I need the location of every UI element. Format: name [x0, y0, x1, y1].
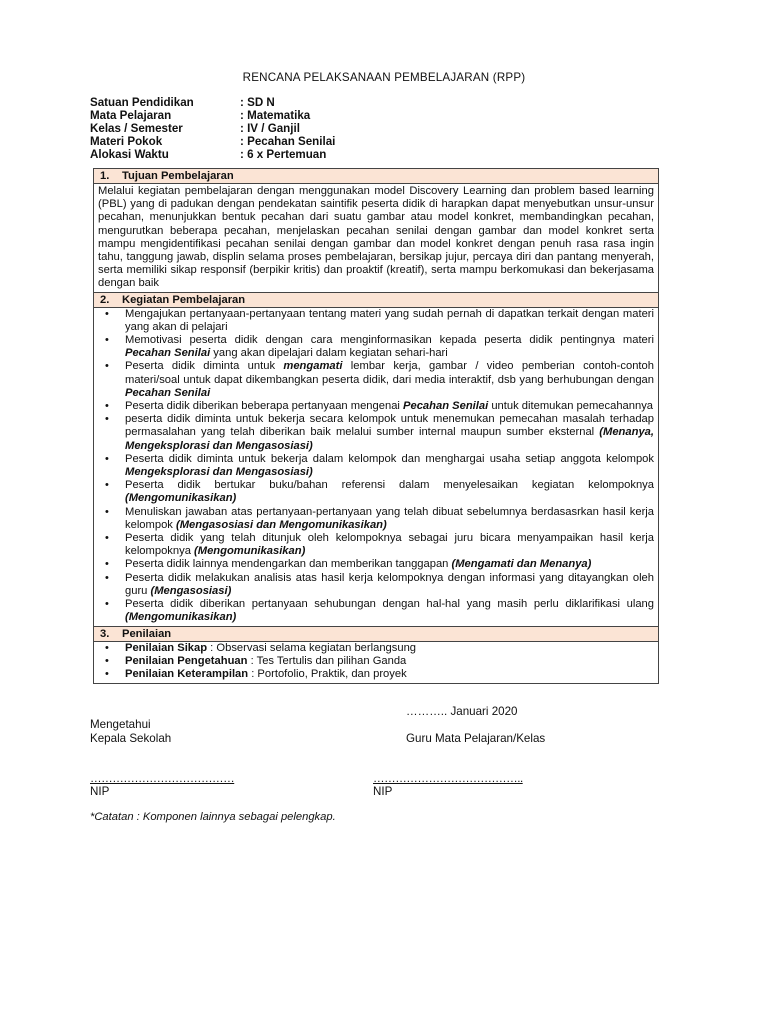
- info-label: Alokasi Waktu: [90, 148, 169, 161]
- list-item: [94, 532, 658, 558]
- list-item: [94, 572, 658, 598]
- bullet-icon: •: [105, 307, 109, 320]
- penilaian-label: Penilaian Pengetahuan: [125, 654, 248, 667]
- penilaian-text: : Observasi selama kegiatan berlangsung: [207, 641, 417, 654]
- section-number: 3.: [100, 627, 110, 640]
- info-value: : Matematika: [240, 109, 311, 122]
- info-row-satuan: [90, 96, 335, 109]
- bullet-icon: •: [105, 479, 109, 492]
- info-row-alokasi: [90, 148, 335, 161]
- catatan-note: *Catatan : Komponen lainnya sebagai pelengkap.: [90, 811, 336, 823]
- section-number: 1.: [100, 170, 110, 182]
- info-row-materi: [90, 135, 335, 148]
- mengetahui-label: Mengetahui: [90, 718, 151, 731]
- list-item: [94, 413, 658, 453]
- list-item: [94, 360, 658, 400]
- bullet-icon: •: [105, 400, 109, 413]
- item-emphasis: (Mengasosiasi): [150, 584, 232, 597]
- item-text: yang akan dipelajari dalam kegiatan sehari-hari: [210, 347, 448, 360]
- info-row-kelas: [90, 122, 335, 135]
- list-item: [94, 655, 658, 668]
- item-text: Peserta didik diberikan pertanyaan sehubungan dengan hal-hal yang masih perlu diklarifikasi ulang: [125, 598, 654, 611]
- nip-left: NIP: [90, 785, 110, 798]
- kepala-sekolah-label: Kepala Sekolah: [90, 732, 172, 745]
- item-text: Menuliskan jawaban atas pertanyaan-pertanyaan yang telah dibuat sebelumnya berdasasrkan hasil kerja kelompok: [125, 505, 654, 531]
- info-value: : 6 x Pertemuan: [240, 148, 327, 161]
- list-item: [94, 334, 658, 360]
- info-row-mapel: [90, 109, 335, 122]
- item-text: Peserta didik melakukan analisis atas hasil kerja kelompoknya dengan informasi yang ditayangkan oleh guru: [125, 571, 654, 597]
- info-label: Materi Pokok: [90, 135, 163, 148]
- item-emphasis: Pecahan Senilai: [125, 386, 211, 399]
- item-text: Peserta didik yang telah ditunjuk oleh kelompoknya sebagai juru bicara menyampaikan hasil kerja kelompoknya: [125, 532, 654, 558]
- item-text: Memotivasi peserta didik dengan cara menginformasikan kepada peserta didik pentingnya materi: [125, 334, 654, 347]
- tujuan-text: Melalui kegiatan pembelajaran dengan menggunakan model Discovery Learning dan problem based learning (PBL) yang di padukan dengan pendekatan saintifik peserta didik di harapkan dapat menyebutkan unsur-unsur pecahan, menunjukkan bentuk pecahan dari suatu gambar atau model konkret, membandingkan pecahan, mengurutkan beberapa pecahan, menjelaskan pecahan senilai dengan gambar dan model konkret serta mampu mengidentifikasi pecahan senilai dengan gambar dan model konkret dengan penuh rasa rasa ingin tahu, tanggung jawab, displin selama proses pembelajaran, bersikap jujur, percaya diri dan pantang menyerah, serta memiliki sikap responsif (berpikir kritis) dan proaktif (kreatif), serta mampu berkomukasi dan bekerjasama dengan baik: [94, 184, 658, 293]
- section-header-kegiatan: [94, 293, 658, 308]
- info-value: : SD N: [240, 96, 275, 109]
- bullet-icon: •: [105, 667, 109, 680]
- section-title: Kegiatan Pembelajaran: [122, 293, 246, 306]
- info-value: : Pecahan Senilai: [240, 135, 336, 148]
- bullet-icon: •: [105, 558, 109, 571]
- section-number: 2.: [100, 293, 110, 306]
- item-text: peserta didik diminta untuk bekerja secara kelompok untuk menemukan pemecahan masalah terhadap permasalahan yang telah diberikan baik melalui sumber internal maupun sumber eksternal: [125, 413, 654, 439]
- item-emphasis: Pecahan Senilai: [125, 347, 211, 360]
- item-text: Peserta didik lainnya mendengarkan dan memberikan tanggapan: [125, 558, 452, 571]
- item-emphasis: (Mengasosiasi dan Mengomunikasikan): [176, 518, 387, 531]
- list-item: [94, 558, 658, 571]
- bullet-icon: •: [105, 641, 109, 654]
- section-title: Penilaian: [122, 627, 172, 640]
- list-item: [94, 400, 658, 413]
- section-header-tujuan: [94, 169, 658, 184]
- item-emphasis: (Mengomunikasikan): [194, 545, 306, 558]
- item-text: untuk ditemukan pemecahannya: [488, 400, 654, 413]
- penilaian-text: : Portofolio, Praktik, dan proyek: [248, 667, 407, 680]
- item-emphasis: Pecahan Senilai: [403, 400, 489, 413]
- item-emphasis: mengamati: [283, 360, 343, 373]
- signature-date: ……….. Januari 2020: [406, 705, 518, 718]
- penilaian-text: : Tes Tertulis dan pilihan Ganda: [247, 654, 407, 667]
- item-text: Peserta didik bertukar buku/bahan referensi dalam menyelesaikan kegiatan kelompoknya: [125, 479, 654, 492]
- info-label: Kelas / Semester: [90, 122, 183, 135]
- item-emphasis: (Mengamati dan Menanya): [451, 558, 592, 571]
- list-item: [94, 479, 658, 505]
- info-label: Satuan Pendidikan: [90, 96, 194, 109]
- list-item: [94, 308, 658, 334]
- list-item: [94, 453, 658, 479]
- item-text: lembar kerja, gambar / video pemberian contoh-contoh materi/soal untuk dapat dikembangkan peserta didik, dari media interaktif, dsb yang berhubungan dengan: [125, 360, 654, 386]
- bullet-icon: •: [105, 360, 109, 373]
- info-label: Mata Pelajaran: [90, 109, 172, 122]
- item-emphasis: (Mengomunikasikan): [125, 492, 237, 505]
- nip-right: NIP: [373, 785, 393, 798]
- item-emphasis: Mengeksplorasi dan Mengasosiasi): [125, 466, 313, 479]
- item-text: Mengajukan pertanyaan-pertanyaan tentang materi yang sudah pernah di dapatkan terkait dengan materi yang akan di pelajari: [125, 307, 654, 333]
- info-value: : IV / Ganjil: [240, 122, 300, 135]
- list-item: [94, 506, 658, 532]
- bullet-icon: •: [105, 452, 109, 465]
- bullet-icon: •: [105, 413, 109, 426]
- identity-block: [90, 96, 335, 161]
- bullet-icon: •: [105, 654, 109, 667]
- list-item: [94, 668, 658, 681]
- signature-line-left: …………………………………: [90, 772, 235, 785]
- list-item: [94, 642, 658, 655]
- kegiatan-list: [94, 308, 658, 627]
- document-title: RENCANA PELAKSANAAN PEMBELAJARAN (RPP): [242, 71, 526, 84]
- bullet-icon: •: [105, 532, 109, 545]
- penilaian-label: Penilaian Sikap: [125, 641, 208, 654]
- penilaian-label: Penilaian Keterampilan: [125, 667, 249, 680]
- signature-line-right: …………………………………..: [373, 772, 523, 785]
- bullet-icon: •: [105, 505, 109, 518]
- list-item: [94, 598, 658, 624]
- section-header-penilaian: [94, 627, 658, 642]
- item-emphasis: (Mengomunikasikan): [125, 611, 237, 624]
- rpp-table: [93, 168, 659, 684]
- bullet-icon: •: [105, 571, 109, 584]
- bullet-icon: •: [105, 334, 109, 347]
- guru-label: Guru Mata Pelajaran/Kelas: [406, 732, 546, 745]
- bullet-icon: •: [105, 598, 109, 611]
- section-title: Tujuan Pembelajaran: [122, 170, 234, 182]
- item-text: Peserta didik diminta untuk: [125, 360, 284, 373]
- penilaian-list: [94, 642, 658, 684]
- item-text: Peserta didik diminta untuk bekerja dalam kelompok dan menghargai usaha setiap anggota kelompok: [125, 452, 654, 465]
- item-text: Peserta didik diberikan beberapa pertanyaan mengenai: [125, 400, 404, 413]
- item-emphasis: (Menanya, Mengeksplorasi dan Mengasosiasi): [125, 426, 654, 452]
